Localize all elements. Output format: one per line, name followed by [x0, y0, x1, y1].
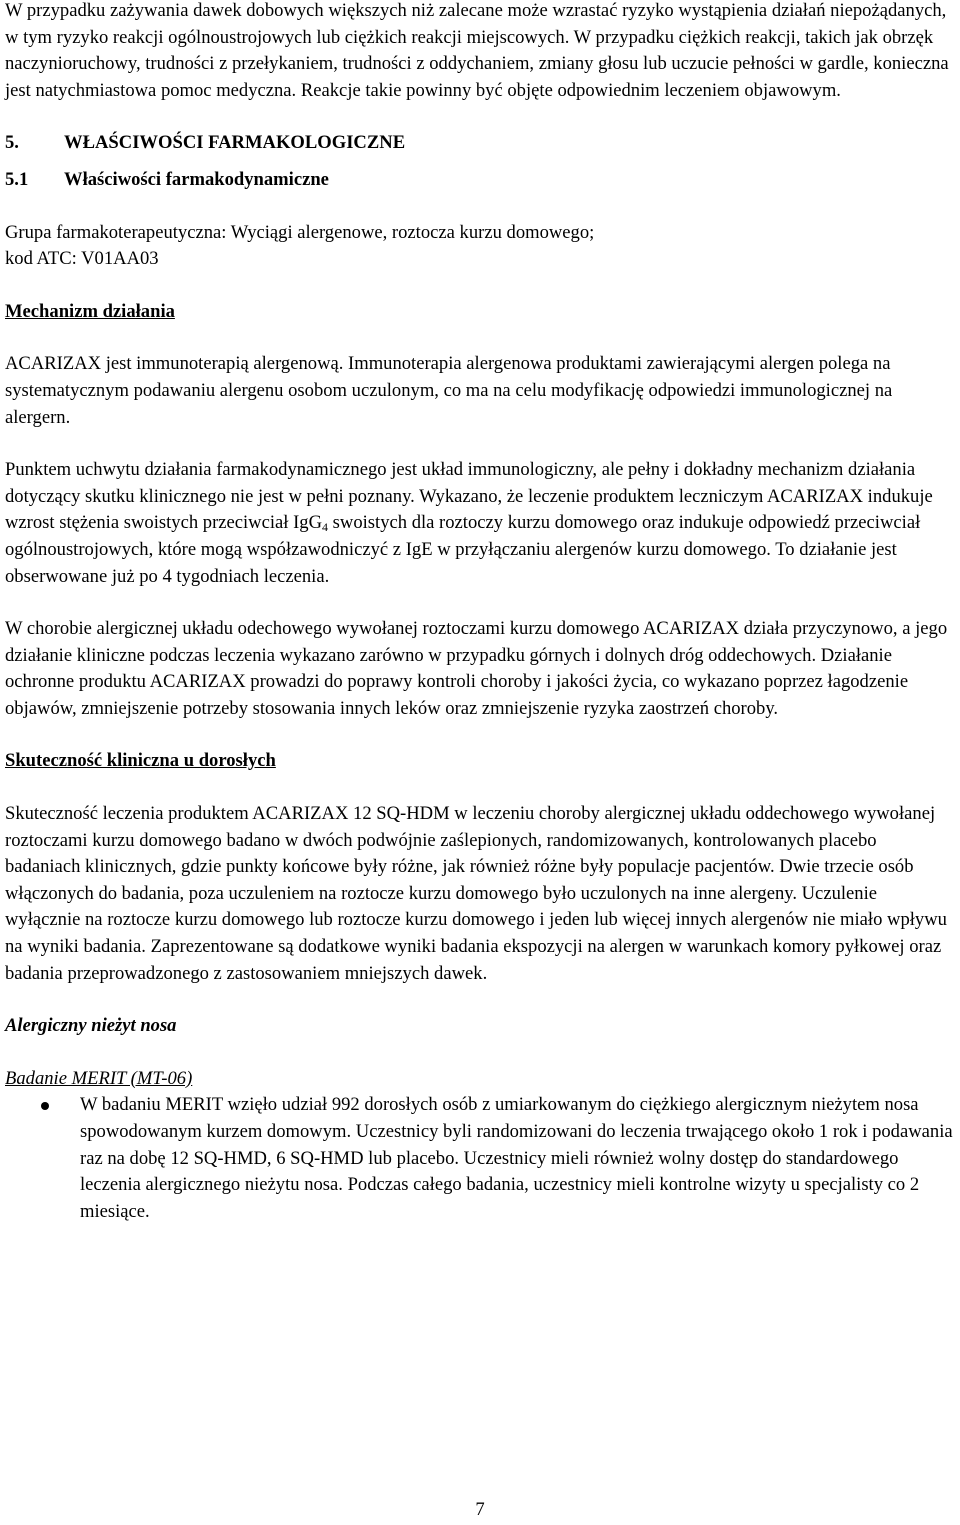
- section-5-title: WŁAŚCIWOŚCI FARMAKOLOGICZNE: [64, 132, 406, 154]
- intro-paragraph: W przypadku zażywania dawek dobowych większych niż zalecane może wzrastać ryzyko wystąpienia działań niepożądanych, w tym ryzyko reakcji ogólnoustrojowych lub ciężkich reakcji miejscowych. W przypadku ciężkich reakcji, takich jak obrzęk naczynioruchowy, trudności z przełykaniem, trudności z oddychaniem, zmiany głosu lub uczucie pełności w gardle, konieczna jest natychmiastowa pomoc medyczna. Reakcje takie powinny być objęte odpowiednim leczeniem objawowym.: [5, 0, 949, 101]
- section-5-number: 5.: [5, 132, 19, 154]
- rhinitis-heading: Alergiczny nieżyt nosa: [5, 1015, 177, 1037]
- mechanism-paragraph-2-part-2: swoistych dla roztoczy kurzu domowego oraz indukuje odpowiedź przeciwciał ogólnoustrojowych, które mogą współzawodniczyć z IgE w przyłączaniu alergenów kurzu domowego. To działanie jest obserwowane już po 4 tygodniach leczenia.: [5, 512, 921, 587]
- efficacy-heading: Skuteczność kliniczna u dorosłych: [5, 750, 276, 772]
- section-5-1-number: 5.1: [5, 168, 29, 190]
- section-5-1-heading: [5, 167, 955, 194]
- merit-bullet-list: [5, 1092, 955, 1225]
- mechanism-paragraph-3: W chorobie alergicznej układu odechowego wywołanej roztoczami kurzu domowego ACARIZAX działa przyczynowo, a jego działanie kliniczne podczas leczenia wykazano zarówno w przypadku górnych i dolnych dróg oddechowych. Działanie ochronne produktu ACARIZAX prowadzi do poprawy kontroli choroby i jakości życia, co wykazano poprzez łagodzenie objawów, zmniejszenie potrzeby stosowania innych leków oraz zmniejszenie ryzyka zaostrzeń choroby.: [5, 618, 948, 719]
- bullet-icon: [41, 1102, 49, 1110]
- mechanism-heading: Mechanizm działania: [5, 300, 175, 322]
- mechanism-paragraph-1: ACARIZAX jest immunoterapią alergenową. Immunoterapia alergenowa produktami zawierającymi alergen polega na systematycznym podawaniu alergenu osobom uczulonym, co ma na celu modyfikację odpowiedzi immunologicznej na alergern.: [5, 353, 893, 428]
- document-page: [5, 0, 955, 1225]
- atc-code-line: kod ATC: V01AA03: [5, 248, 159, 270]
- section-5-1-title: Właściwości farmakodynamiczne: [64, 168, 329, 190]
- igg-subscript: 4: [322, 520, 329, 535]
- atc-group-line: Grupa farmakoterapeutyczna: Wyciągi alergenowe, roztocza kurzu domowego;: [5, 221, 595, 243]
- list-item: [5, 1092, 955, 1225]
- merit-study-heading: Badanie MERIT (MT-06): [5, 1067, 193, 1089]
- mechanism-paragraph-2: [5, 457, 955, 590]
- merit-bullet-text: W badaniu MERIT wzięło udział 992 dorosłych osób z umiarkowanym do ciężkiego alergicznym nieżytem nosa spowodowanym kurzem domowym. Uczestnicy byli randomizowani do leczenia trwającego około 1 rok i podawania raz na dobę 12 SQ-HMD, 6 SQ-HMD lub placebo. Uczestnicy mieli również wolny dostęp do standardowego leczenia alergicznego nieżytu nosa. Podczas całego badania, uczestnicy mieli kontrolne wizyty u specjalisty co 2 miesiące.: [80, 1094, 953, 1222]
- page-number: 7: [475, 1499, 485, 1520]
- mechanism-paragraph-2-part-1: Punktem uchwytu działania farmakodynamicznego jest układ immunologiczny, ale pełny i dokładny mechanizm działania dotyczący skutku klinicznego nie jest w pełni poznany. Wykazano, że leczenie produktem leczniczym ACARIZAX indukuje wzrost stężenia swoistych przeciwciał IgG: [5, 459, 933, 534]
- section-5-heading: [5, 130, 955, 157]
- efficacy-paragraph: Skuteczność leczenia produktem ACARIZAX 12 SQ-HDM w leczeniu choroby alergicznej układu oddechowego wywołanej roztoczami kurzu domowego badano w dwóch podwójnie zaślepionych, randomizowanych, kontrolowanych placebo badaniach klinicznych, gdzie punkty końcowe były różne, jak również różne były populacje pacjentów. Dwie trzecie osób włączonych do badania, poza uczuleniem na roztocze kurzu domowego było uczulonych na inne alergeny. Uczulenie wyłącznie na roztocze kurzu domowego lub roztocze kurzu domowego i jeden lub więcej innych alergenów nie miało wpływu na wyniki badania. Zaprezentowane są dodatkowe wyniki badania ekspozycji na alergen w warunkach komory pyłkowej oraz badania przeprowadzonego z zastosowaniem mniejszych dawek.: [5, 803, 947, 984]
